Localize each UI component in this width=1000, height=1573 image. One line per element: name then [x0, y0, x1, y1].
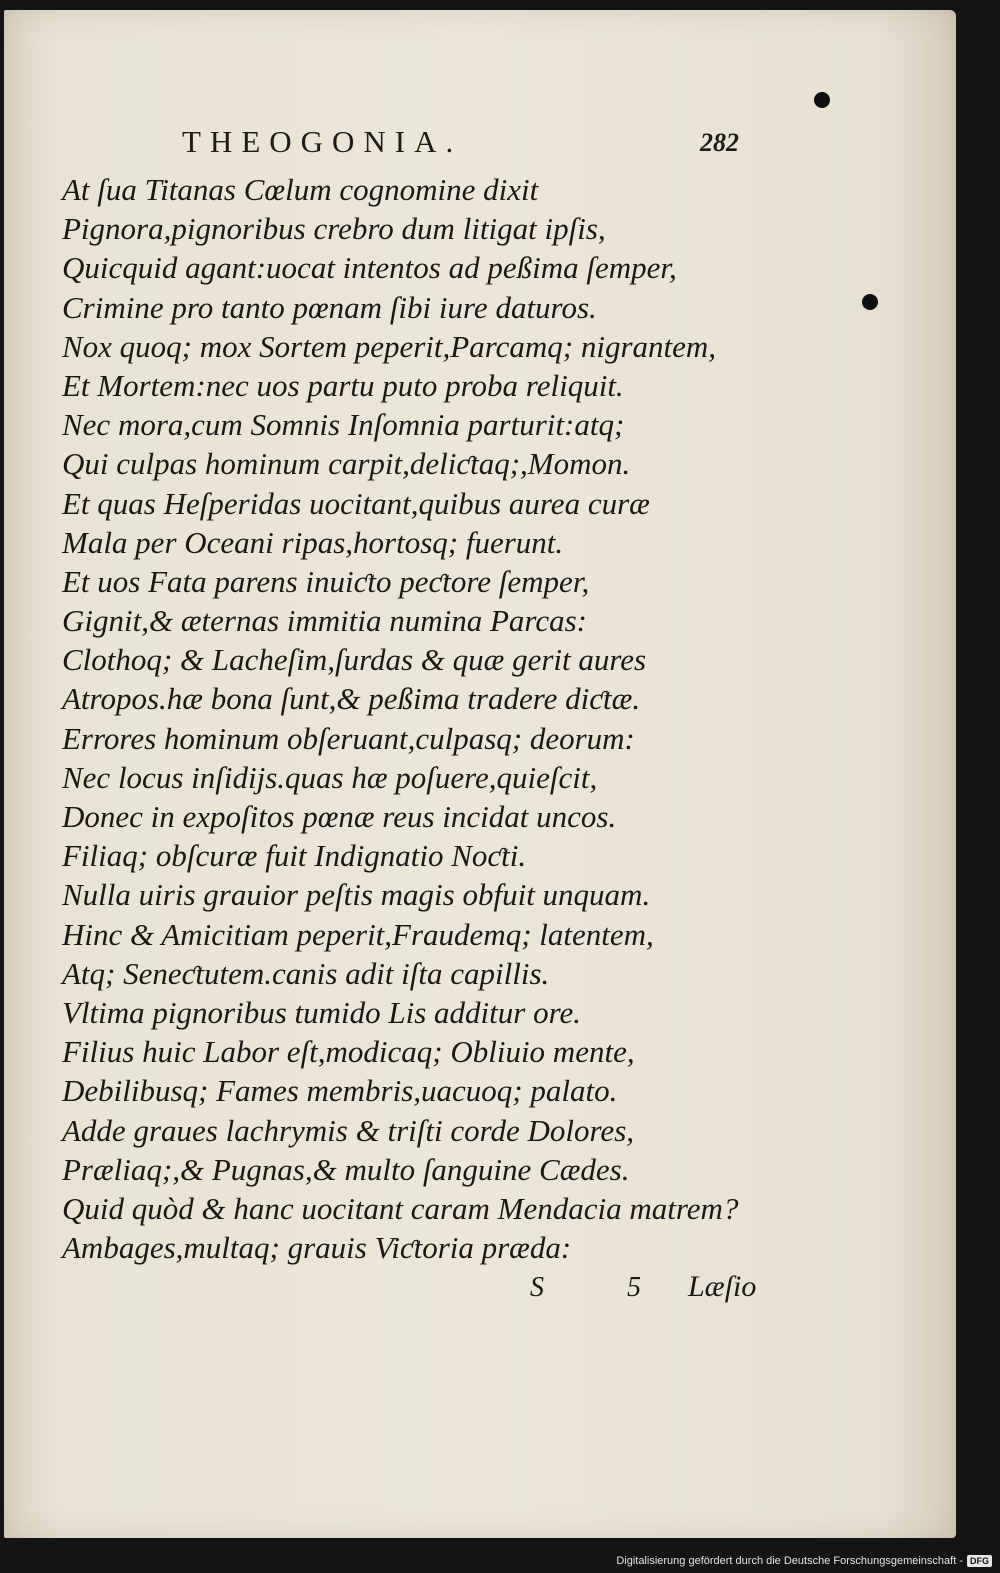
verse-line: Debilibusq; Fames membris,uacuoq; palato.	[62, 1073, 618, 1109]
verse-line: Et Mortem:nec uos partu puto proba reliquit.	[62, 367, 624, 403]
dfg-logo: DFG	[967, 1555, 992, 1567]
verse-line: Et quas Heſperidas uocitant,quibus aurea curæ	[62, 485, 650, 521]
verse-line: Mala per Oceani ripas,hortosq; fuerunt.	[62, 524, 564, 560]
catchword: Læſio	[688, 1270, 757, 1303]
signature-mark: S 5	[530, 1272, 679, 1303]
verse-text	[62, 170, 762, 1267]
verse-line: Clothoq; & Lacheſim,ſurdas & quæ gerit aures	[62, 642, 647, 678]
verse-line: At ſua Titanas Cœlum cognomine dixit	[62, 172, 539, 207]
verse-line: Gignit,& æternas immitia numina Parcas:	[62, 603, 587, 639]
verse-line: Errores hominum obſeruant,culpasq; deorum:	[62, 720, 635, 756]
digitization-credit	[616, 1555, 992, 1567]
verse-line: Quicquid agant:uocat intentos ad peßima ſemper,	[62, 250, 677, 286]
verse-line: Atropos.hæ bona ſunt,& peßima tradere diƈtæ.	[62, 681, 641, 717]
verse-line: Et uos Fata parens inuiƈto peƈtore ſemper,	[62, 563, 590, 599]
verse-line: Crimine pro tanto pœnam ſibi iure daturos.	[62, 289, 597, 325]
verse-line: Ambages,multaq; grauis Viƈtoria præda:	[62, 1230, 572, 1266]
verse-line: Adde graues lachrymis & triſti corde Dolores,	[62, 1112, 635, 1148]
verse-line: Donec in expoſitos pœnæ reus incidat uncos.	[62, 799, 617, 834]
ink-dot	[814, 92, 830, 108]
verse-line: Nec locus inſidijs.quas hæ poſuere,quieſcit,	[62, 759, 598, 795]
book-page	[4, 10, 956, 1538]
verse-line: Nulla uiris grauior peſtis magis obfuit unquam.	[62, 877, 651, 913]
verse-line: Præliaq;,& Pugnas,& multo ſanguine Cædes.	[62, 1151, 630, 1187]
verse-line: Qui culpas hominum carpit,deliƈtaq;,Momon.	[62, 446, 631, 482]
page-number: 282	[700, 128, 739, 157]
verse-line: Nox quoq; mox Sortem peperit,Parcamq; nigrantem,	[62, 328, 717, 364]
verse-line: Filiaq; obſcuræ fuit Indignatio Noƈti.	[62, 838, 527, 874]
credit-text: Digitalisierung gefördert durch die Deutsche Forschungsgemeinschaft -	[616, 1555, 963, 1567]
running-head: THEOGONIA.	[182, 124, 463, 159]
ink-dot	[862, 294, 878, 310]
verse-line: Vltima pignoribus tumido Lis additur ore.	[62, 994, 582, 1030]
verse-line: Filius huic Labor eſt,modicaq; Obliuio mente,	[62, 1034, 635, 1070]
verse-line: Quid quòd & hanc uocitant caram Mendacia matrem?	[62, 1190, 739, 1226]
verse-line: Nec mora,cum Somnis Inſomnia parturit:atq;	[62, 407, 625, 443]
verse-line: Pignora,pignoribus crebro dum litigat ipſis,	[62, 211, 606, 247]
verse-line: Hinc & Amicitiam peperit,Fraudemq; latentem,	[62, 916, 654, 952]
verse-line: Atq; Seneƈtutem.canis adit iſta capillis.	[62, 955, 550, 991]
